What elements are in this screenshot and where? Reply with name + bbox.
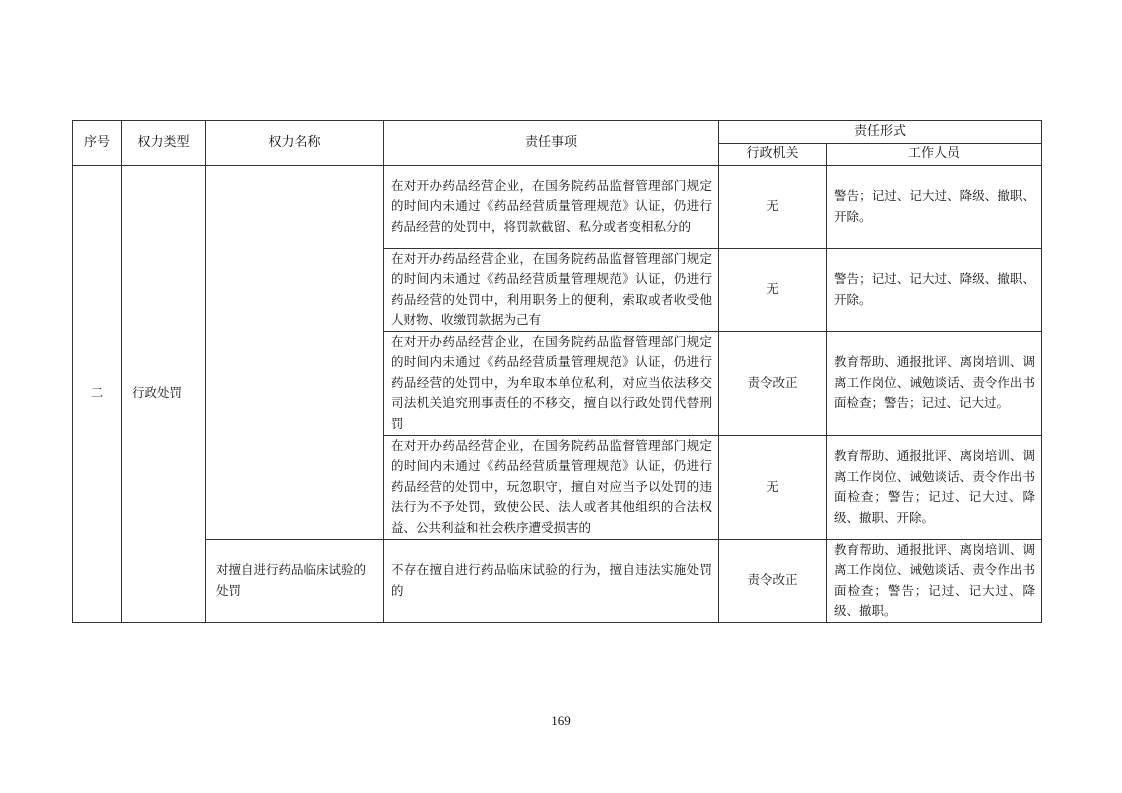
seq-cell: 二: [73, 165, 122, 622]
staff-cell: 教育帮助、通报批评、离岗培训、调离工作岗位、诫勉谈话、责令作出书面检查；警告；记过、记大过、降级、撤职、开除。: [827, 435, 1042, 539]
header-staff: 工作人员: [827, 144, 1042, 166]
header-responsibility: 责任事项: [384, 121, 719, 166]
header-form: 责任形式: [719, 121, 1042, 144]
staff-cell: 教育帮助、通报批评、离岗培训、调离工作岗位、诫勉谈话、责令作出书面检查；警告；记过、记大过。: [827, 331, 1042, 435]
responsibility-item-cell: 在对开办药品经营企业，在国务院药品监督管理部门规定的时间内未通过《药品经营质量管理规范》认证，仍进行药品经营的处罚中，将罚款截留、私分或者变相私分的: [384, 165, 719, 248]
agency-cell: 责令改正: [719, 539, 827, 622]
staff-cell: 警告；记过、记大过、降级、撤职、开除。: [827, 165, 1042, 248]
page-number: 169: [551, 713, 571, 728]
header-agency: 行政机关: [719, 144, 827, 166]
staff-cell: 教育帮助、通报批评、离岗培训、调离工作岗位、诫勉谈话、责令作出书面检查；警告；记过、记大过、降级、撤职。: [827, 539, 1042, 622]
header-power-name: 权力名称: [206, 121, 384, 166]
responsibility-item-cell: 在对开办药品经营企业，在国务院药品监督管理部门规定的时间内未通过《药品经营质量管理规范》认证，仍进行药品经营的处罚中，玩忽职守，擅自对应当予以处罚的违法行为不予处罚，致使公民、法人或者其他组织的合法权益、公共利益和社会秩序遭受损害的: [384, 435, 719, 539]
responsibility-item-cell: 在对开办药品经营企业，在国务院药品监督管理部门规定的时间内未通过《药品经营质量管理规范》认证，仍进行药品经营的处罚中，为牟取本单位私利，对应当依法移交司法机关追究刑事责任的不移交，擅自以行政处罚代替刑罚: [384, 331, 719, 435]
agency-cell: 无: [719, 435, 827, 539]
agency-cell: 责令改正: [719, 331, 827, 435]
power-name-cell: 对擅自进行药品临床试验的处罚: [206, 539, 384, 622]
table-row: [73, 165, 1042, 248]
header-seq: 序号: [73, 121, 122, 166]
responsibility-table: [72, 120, 1042, 623]
agency-cell: 无: [719, 165, 827, 248]
table-header-row: [73, 121, 1042, 144]
header-power-type: 权力类型: [122, 121, 206, 166]
responsibility-item-cell: 在对开办药品经营企业，在国务院药品监督管理部门规定的时间内未通过《药品经营质量管理规范》认证，仍进行药品经营的处罚中，利用职务上的便利，索取或者收受他人财物、收缴罚款据为己有: [384, 248, 719, 331]
table-row: [73, 539, 1042, 622]
power-name-cell: [206, 165, 384, 539]
responsibility-item-cell: 不存在擅自进行药品临床试验的行为，擅自违法实施处罚的: [384, 539, 719, 622]
agency-cell: 无: [719, 248, 827, 331]
power-type-cell: 行政处罚: [122, 165, 206, 622]
staff-cell: 警告；记过、记大过、降级、撤职、开除。: [827, 248, 1042, 331]
